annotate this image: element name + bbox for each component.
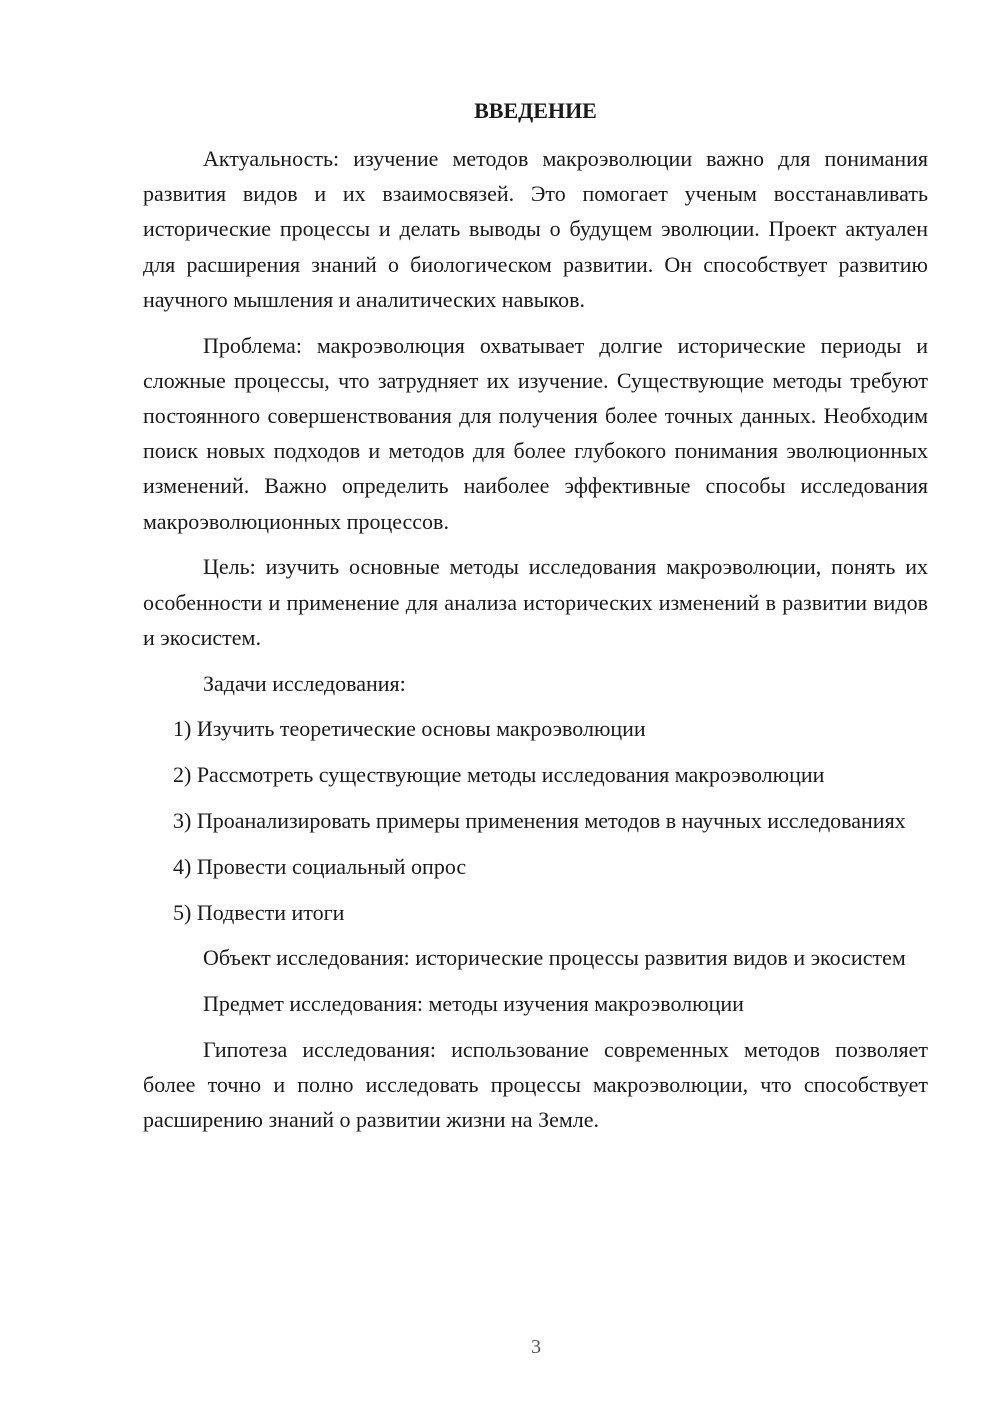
- paragraph-hypothesis: Гипотеза исследования: использование современных методов позволяет более точно и полно исследовать процессы макроэволюции, что способствует расширению знаний о развитии жизни на Земле.: [143, 1037, 928, 1133]
- list-item: 4) Провести социальный опрос: [173, 853, 467, 879]
- paragraph-subject: Предмет исследования: методы изучения макроэволюции: [203, 991, 744, 1017]
- paragraph-goal: Цель: изучить основные методы исследования макроэволюции, понять их особенности и применение для анализа исторических изменений в развитии видов и экосистем.: [143, 554, 928, 650]
- list-item: 2) Рассмотреть существующие методы исследования макроэволюции: [173, 762, 825, 788]
- paragraph-object: Объект исследования: исторические процессы развития видов и экосистем: [203, 945, 906, 971]
- list-item: 5) Подвести итоги: [173, 899, 345, 925]
- document-body: [143, 141, 928, 1148]
- paragraph-problem: Проблема: макроэволюция охватывает долгие исторические периоды и сложные процессы, что затрудняет их изучение. Существующие методы требуют постоянного совершенствования для получения более точных данных. Необходим поиск новых подходов и методов для более глубокого понимания эволюционных изменений. Важно определить наиболее эффективные способы исследования макроэволюционных процессов.: [143, 332, 928, 534]
- page-title: ВВЕДЕНИЕ: [474, 98, 597, 123]
- paragraph-relevance: Актуальность: изучение методов макроэволюции важно для понимания развития видов и их взаимосвязей. Это помогает ученым восстанавливать исторические процессы и делать выводы о будущем эволюции. Проект актуален для расширения знаний о биологическом развитии. Он способствует развитию научного мышления и аналитических навыков.: [143, 146, 928, 312]
- paragraph-tasks-heading: Задачи исследования:: [203, 670, 406, 696]
- list-item: 1) Изучить теоретические основы макроэволюции: [173, 716, 646, 742]
- page-number: 3: [531, 1336, 541, 1358]
- list-item: 3) Проанализировать примеры применения методов в научных исследованиях: [173, 808, 906, 834]
